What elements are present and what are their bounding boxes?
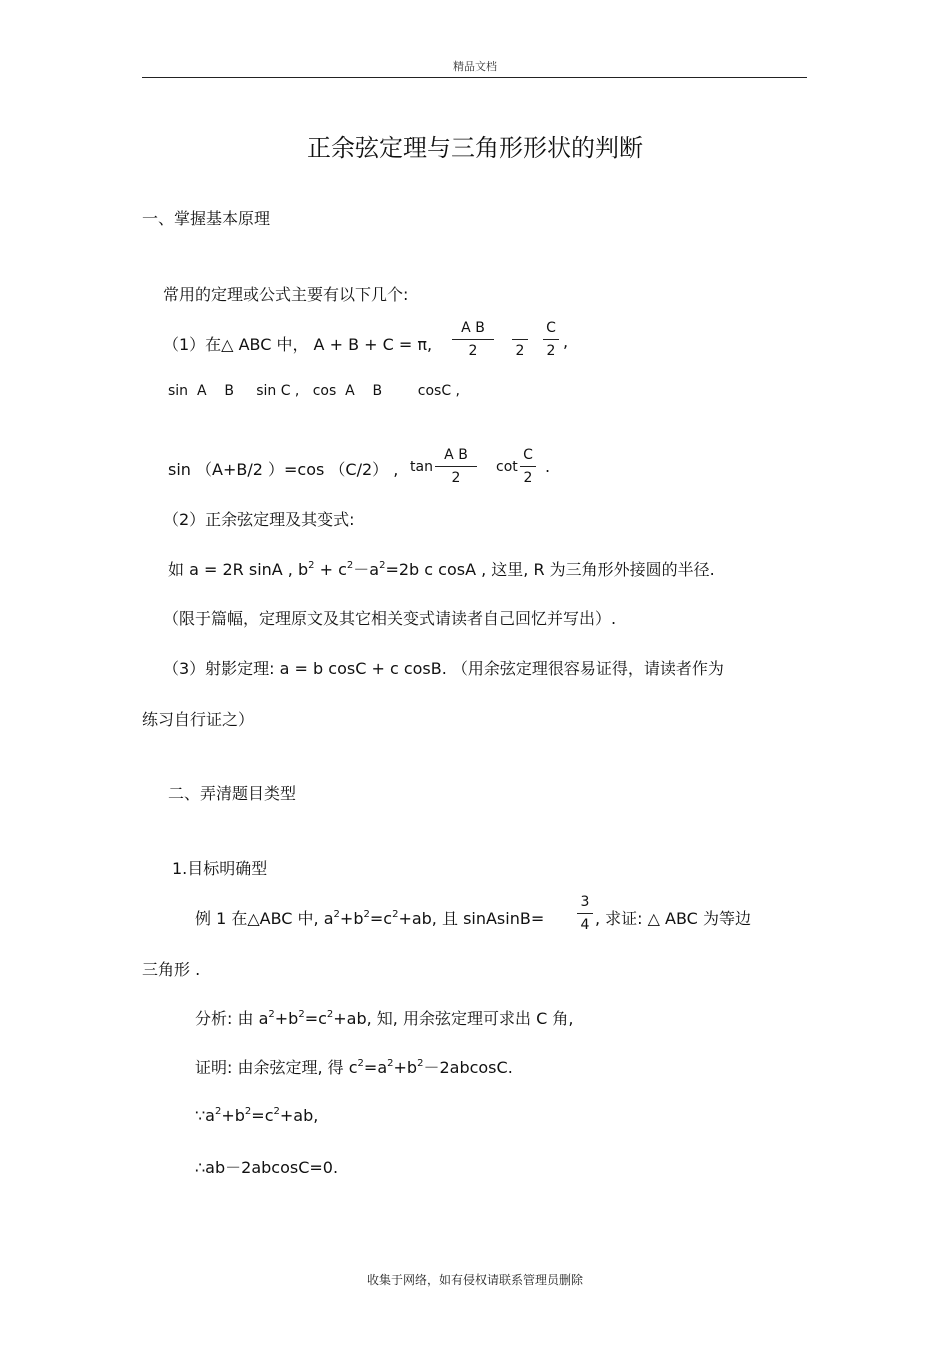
sine-law-formula xyxy=(168,557,715,580)
superscript: 2 xyxy=(298,1009,305,1020)
proof-part: +b xyxy=(393,1058,418,1077)
superscript: 2 xyxy=(379,560,386,571)
superscript: 2 xyxy=(333,909,340,920)
superscript: 2 xyxy=(244,1106,252,1117)
fraction-tan-arg xyxy=(435,447,477,486)
superscript: 2 xyxy=(363,909,370,920)
fraction-denominator: 2 xyxy=(523,470,533,486)
document-title: 正余弦定理与三角形形状的判断 xyxy=(307,134,643,162)
analysis-part: 分析: 由 a xyxy=(195,1009,269,1028)
example-1-end: , 求证: △ ABC 为等边 xyxy=(595,909,751,928)
superscript: 2 xyxy=(346,560,354,571)
example-part: +b xyxy=(339,909,364,928)
page-footer: 收集于网络，如有侵权请联系管理员删除 xyxy=(366,1273,583,1287)
fraction-denominator: 2 xyxy=(546,343,556,359)
section-heading-1: 一、掌握基本原理 xyxy=(142,209,271,228)
fraction-pi-over-2 xyxy=(512,320,528,359)
fraction-numerator: C xyxy=(523,447,533,463)
subsection-heading: 1.目标明确型 xyxy=(172,859,268,878)
formula-part: =2b c cosA , 这里, R 为三角形外接圆的半径. xyxy=(385,560,715,579)
superscript: 2 xyxy=(387,1058,394,1069)
item3-line1: （3）射影定理: a = b cosC + c cosB. （用余弦定理很容易证得，请读者作为 xyxy=(163,659,724,678)
analysis-part: +b xyxy=(274,1009,299,1028)
since-line xyxy=(195,1106,318,1125)
fraction-a-plus-b-over-2 xyxy=(452,320,494,359)
superscript: 2 xyxy=(357,1058,364,1069)
example-1 xyxy=(195,906,544,929)
proof-part: 证明: 由余弦定理, 得 c xyxy=(195,1058,358,1077)
fraction-bar xyxy=(577,913,593,914)
fraction-bar xyxy=(520,466,536,467)
fraction-numerator: A B xyxy=(444,447,468,463)
fraction-numerator: 3 xyxy=(580,894,590,910)
fraction-three-quarters xyxy=(577,894,593,933)
formula-part: 如 a = 2R sinA , b xyxy=(168,560,309,579)
fraction-numerator: C xyxy=(546,320,556,336)
section-heading-2: 二、弄清题目类型 xyxy=(168,784,297,803)
formula-part: + c xyxy=(314,560,347,579)
fraction-denominator: 2 xyxy=(515,343,525,359)
example-part: +ab, 且 sinAsinB= xyxy=(398,909,545,928)
fraction-bar xyxy=(435,466,477,467)
fraction-denominator: 2 xyxy=(451,470,461,486)
fraction-cot-arg xyxy=(520,447,536,486)
intro-text: 常用的定理或公式主要有以下几个: xyxy=(163,285,409,304)
fraction-numerator xyxy=(512,320,528,336)
example-part: =c xyxy=(369,909,393,928)
formula-part: －a xyxy=(353,560,380,579)
since-part: =c xyxy=(251,1106,274,1125)
example-1-line2: 三角形 . xyxy=(142,960,201,979)
superscript: 2 xyxy=(326,1009,334,1020)
fraction-bar xyxy=(543,339,559,340)
superscript: 2 xyxy=(392,909,399,920)
sine-cosine-identities: sin A B sin C , cos A B cosC , xyxy=(168,383,460,399)
superscript: 2 xyxy=(214,1106,222,1117)
cot-label: cot xyxy=(496,459,518,475)
proof-part: =a xyxy=(363,1058,388,1077)
therefore-line: ∴ab－2abcosC=0. xyxy=(195,1158,339,1177)
half-angle-identity: sin （A+B/2 ）=cos （C/2） , xyxy=(168,460,399,479)
line-end: . xyxy=(545,457,551,476)
fraction-bar xyxy=(452,339,494,340)
analysis-part: +ab, 知, 用余弦定理可求出 C 角, xyxy=(333,1009,574,1028)
fraction-bar xyxy=(512,339,528,340)
since-part: ∵a xyxy=(195,1106,215,1125)
fraction-denominator: 2 xyxy=(468,343,478,359)
tan-label: tan xyxy=(410,459,433,475)
item2-heading: （2）正余弦定理及其变式: xyxy=(163,510,355,529)
item1-suffix: , xyxy=(563,332,569,351)
since-part: +b xyxy=(221,1106,245,1125)
fraction-numerator: A B xyxy=(461,320,485,336)
example-part: 例 1 在△ABC 中, a xyxy=(195,909,334,928)
page-header: 精品文档 xyxy=(453,60,497,73)
proof-text xyxy=(195,1055,513,1078)
fraction-denominator: 4 xyxy=(580,917,590,933)
header-divider xyxy=(142,77,807,78)
item1-prefix: （1）在△ ABC 中， A + B + C = π, xyxy=(163,335,433,354)
analysis-part: =c xyxy=(304,1009,327,1028)
item3-line2: 练习自行证之） xyxy=(142,710,255,729)
proof-part: －2abcosC. xyxy=(423,1058,513,1077)
analysis-text xyxy=(195,1006,573,1029)
superscript: 2 xyxy=(417,1058,424,1069)
item2-note: （限于篇幅，定理原文及其它相关变式请读者自己回忆并写出）. xyxy=(163,609,617,628)
since-part: +ab, xyxy=(279,1106,319,1125)
fraction-c-over-2 xyxy=(543,320,559,359)
superscript: 2 xyxy=(268,1009,275,1020)
superscript: 2 xyxy=(308,560,315,571)
superscript: 2 xyxy=(273,1106,280,1117)
